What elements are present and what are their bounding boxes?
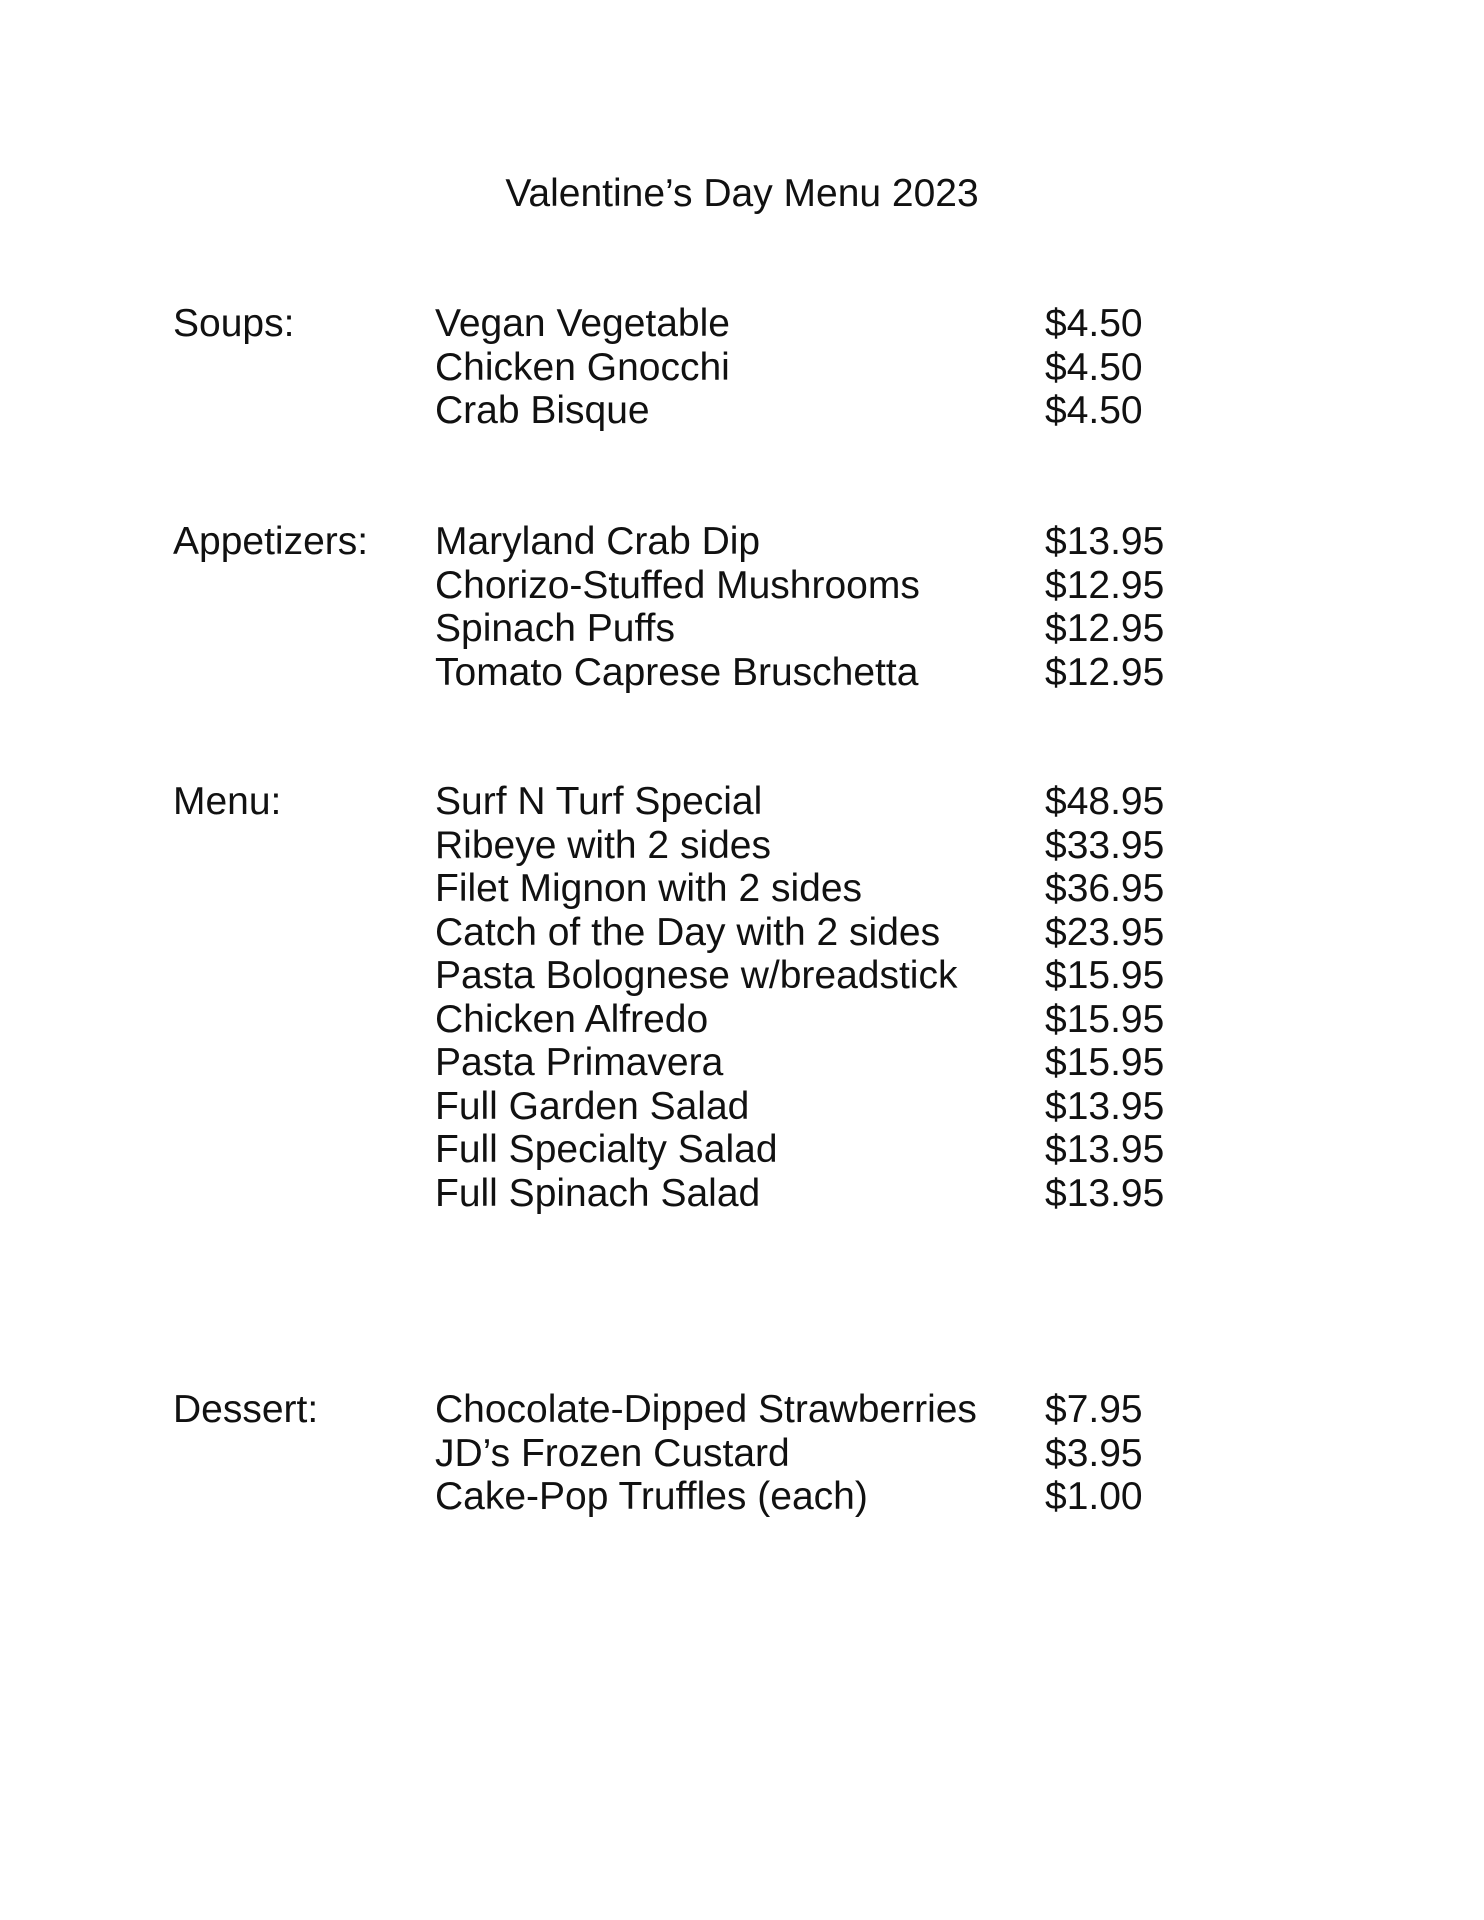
- item-price: $4.50: [1045, 389, 1143, 432]
- item-price: $4.50: [1045, 345, 1143, 389]
- item-price: $7.95: [1045, 1388, 1143, 1431]
- item-price: $12.95: [1045, 607, 1165, 650]
- menu-item: [435, 1128, 1335, 1172]
- item-name: Catch of the Day with 2 sides: [435, 910, 941, 954]
- item-list: [435, 1388, 1335, 1519]
- item-price: $13.95: [1045, 520, 1165, 563]
- section-label: Appetizers:: [173, 520, 369, 563]
- item-price: $3.95: [1045, 1431, 1143, 1475]
- menu-item: [435, 302, 1335, 346]
- item-name: Cake-Pop Truffles (each): [435, 1475, 868, 1518]
- menu-item: [435, 1432, 1335, 1476]
- item-name: Pasta Bolognese w/breadstick: [435, 954, 958, 997]
- item-price: $36.95: [1045, 867, 1165, 910]
- item-price: $13.95: [1045, 1084, 1165, 1128]
- menu-item: [435, 651, 1335, 695]
- item-list: [435, 780, 1335, 1215]
- menu-item: [435, 998, 1335, 1042]
- item-price: $13.95: [1045, 1171, 1165, 1215]
- item-price: $12.95: [1045, 563, 1165, 607]
- menu-item: [435, 1172, 1335, 1216]
- item-name: Chicken Alfredo: [435, 997, 709, 1041]
- item-name: Maryland Crab Dip: [435, 520, 761, 563]
- item-name: Filet Mignon with 2 sides: [435, 867, 863, 910]
- menu-item: [435, 780, 1335, 824]
- menu-item: [435, 1388, 1335, 1432]
- page-title: Valentine’s Day Menu 2023: [505, 172, 979, 215]
- item-price: $23.95: [1045, 910, 1165, 954]
- item-name: Chicken Gnocchi: [435, 345, 730, 389]
- item-name: Vegan Vegetable: [435, 302, 730, 345]
- item-price: $13.95: [1045, 1128, 1165, 1171]
- menu-item: [435, 1041, 1335, 1085]
- section-label: Menu:: [173, 780, 282, 823]
- item-list: [435, 302, 1335, 433]
- item-name: Full Spinach Salad: [435, 1171, 761, 1215]
- menu-item: [435, 954, 1335, 998]
- item-name: Tomato Caprese Bruschetta: [435, 650, 919, 694]
- item-name: Ribeye with 2 sides: [435, 823, 771, 867]
- item-price: $15.95: [1045, 997, 1165, 1041]
- item-name: Chocolate-Dipped Strawberries: [435, 1388, 977, 1431]
- menu-item: [435, 520, 1335, 564]
- item-price: $1.00: [1045, 1475, 1143, 1518]
- item-price: $4.50: [1045, 302, 1143, 345]
- item-price: $33.95: [1045, 823, 1165, 867]
- menu-item: [435, 564, 1335, 608]
- menu-item: [435, 911, 1335, 955]
- menu-item: [435, 607, 1335, 651]
- item-name: Crab Bisque: [435, 389, 650, 432]
- section-label: Soups:: [173, 302, 295, 345]
- item-price: $15.95: [1045, 1041, 1165, 1084]
- item-name: Chorizo-Stuffed Mushrooms: [435, 563, 920, 607]
- item-list: [435, 520, 1335, 694]
- item-name: Spinach Puffs: [435, 607, 675, 650]
- menu-item: [435, 867, 1335, 911]
- section-label: Dessert:: [173, 1388, 319, 1431]
- menu-item: [435, 1475, 1335, 1519]
- menu-item: [435, 389, 1335, 433]
- item-name: Pasta Primavera: [435, 1041, 724, 1084]
- menu-item: [435, 824, 1335, 868]
- menu-item: [435, 1085, 1335, 1129]
- item-name: Surf N Turf Special: [435, 780, 763, 823]
- menu-item: [435, 346, 1335, 390]
- item-name: JD’s Frozen Custard: [435, 1431, 790, 1475]
- item-name: Full Garden Salad: [435, 1084, 750, 1128]
- item-price: $15.95: [1045, 954, 1165, 997]
- item-price: $48.95: [1045, 780, 1165, 823]
- item-name: Full Specialty Salad: [435, 1128, 778, 1171]
- item-price: $12.95: [1045, 650, 1165, 694]
